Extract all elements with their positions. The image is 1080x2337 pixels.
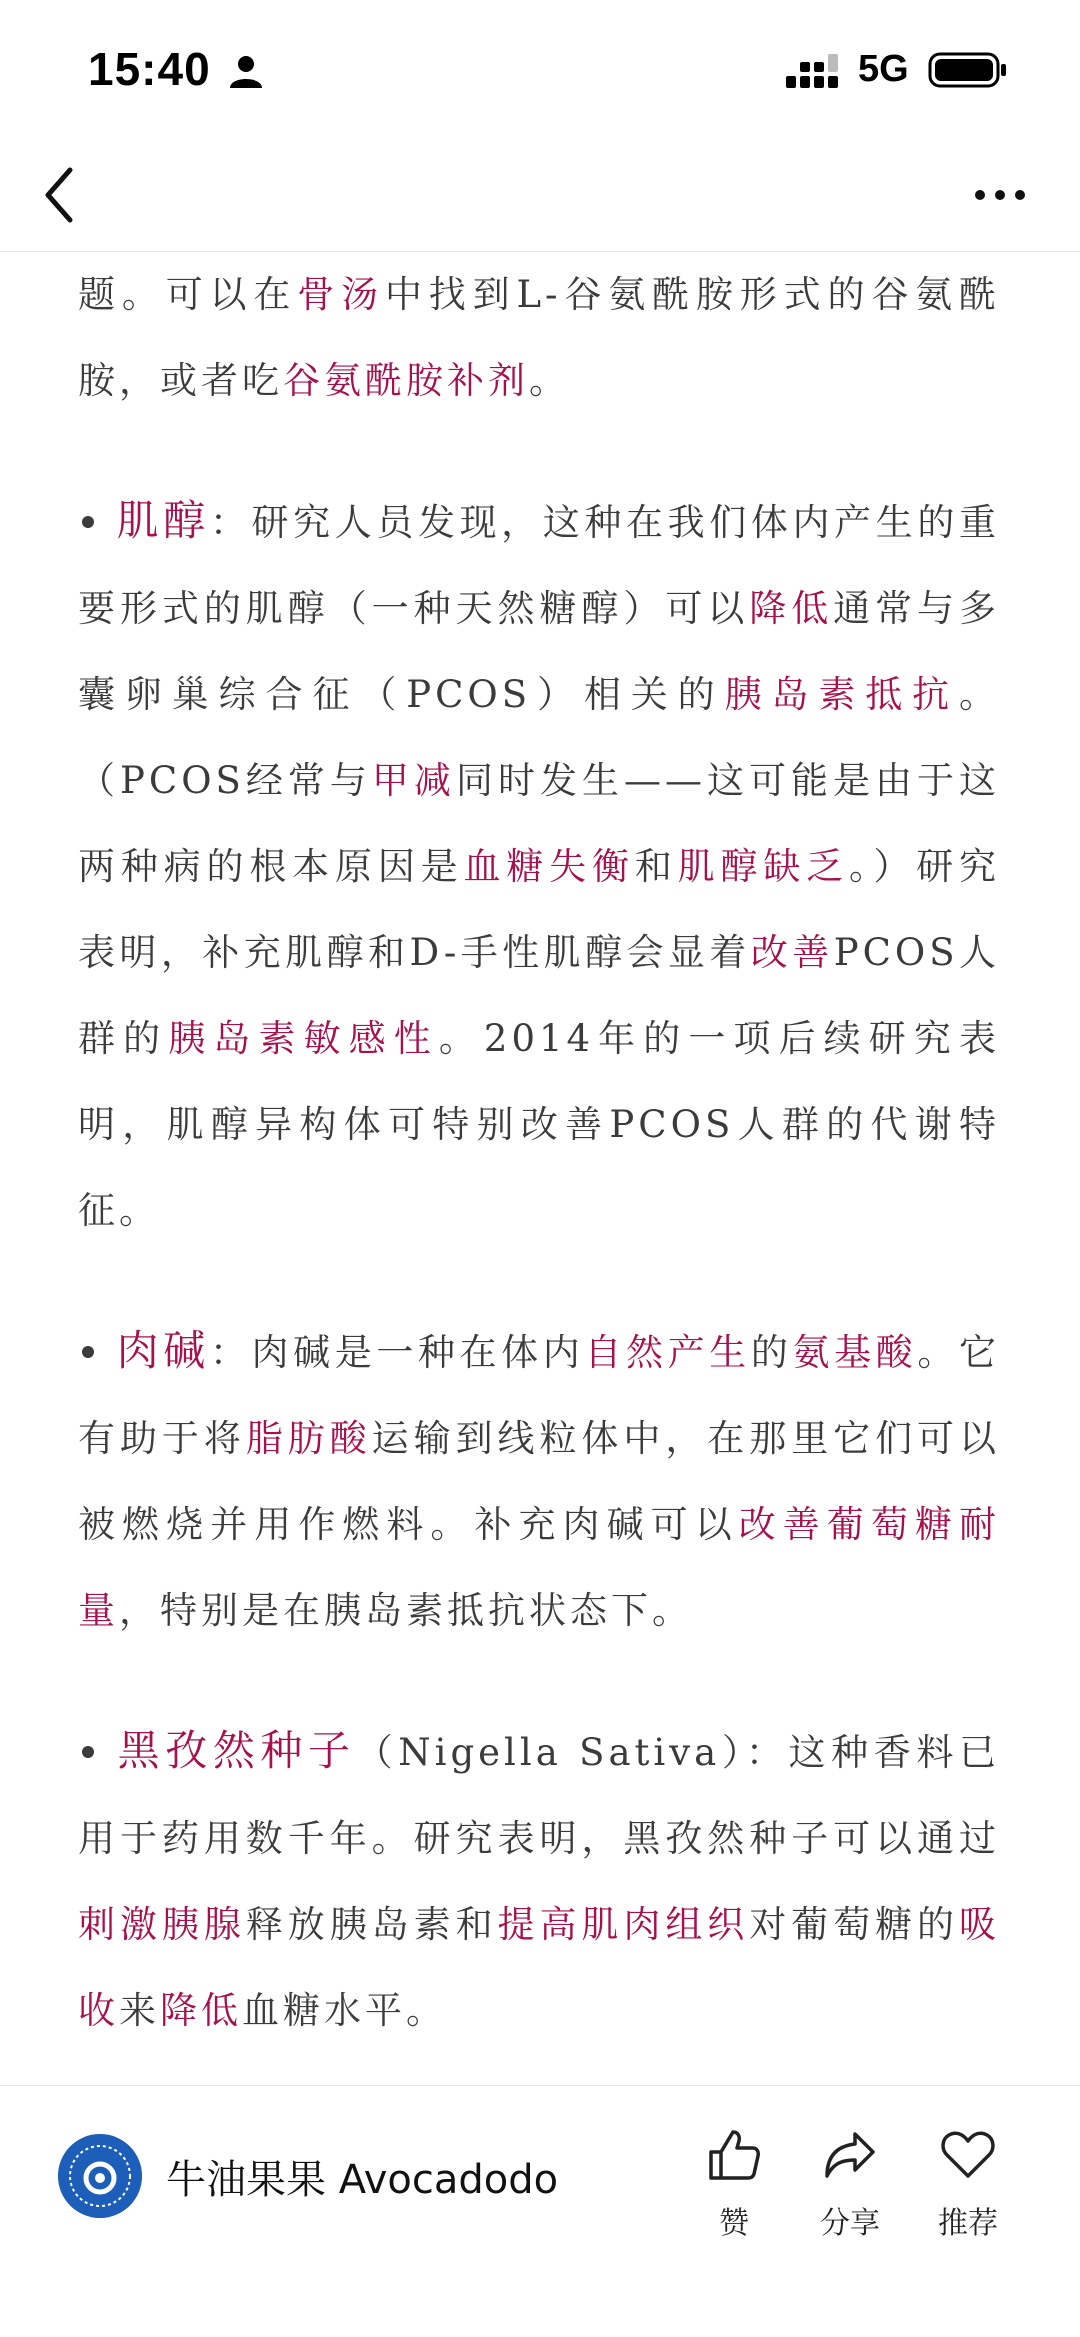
- body-text: 。它有助于将: [78, 1331, 1000, 1460]
- back-icon[interactable]: [40, 162, 80, 228]
- highlight-text: 脂肪酸: [245, 1417, 372, 1460]
- body-text: 。）研究表明，补充肌醇和D-手性肌醇会显着: [78, 845, 1000, 974]
- body-text: 通常与多囊卵巢综合征（PCOS）相关的: [78, 587, 1000, 716]
- highlight-text: 胰岛素抵抗: [724, 673, 960, 716]
- paragraph-inositol: [78, 478, 1000, 1254]
- body-text: 和: [634, 845, 678, 888]
- status-time: 15:40: [88, 43, 211, 95]
- status-bar: [0, 0, 1080, 140]
- highlight-text: 血糖失衡: [463, 845, 635, 888]
- thumbs-up-icon: [705, 2126, 763, 2184]
- paragraph-carnitine: [78, 1308, 1000, 1654]
- article-body: [78, 256, 1000, 2076]
- body-text: 释放胰岛素和: [245, 1903, 498, 1946]
- body-text: 运输到线粒体中，在那里它们可以被燃烧并用作燃料。补充肉碱可以: [78, 1417, 1000, 1546]
- body-text: 中找到L-谷氨酰胺形式的谷氨酰胺，或者吃: [78, 273, 1000, 402]
- signal-icon: [786, 52, 842, 92]
- highlight-text: 提高肌肉组织: [497, 1903, 750, 1946]
- body-text: 。2014年的一项后续研究表明，肌醇异构体可特别改善PCOS人群的代谢特征。: [78, 1017, 1000, 1232]
- highlight-text: 改善葡萄糖耐量: [78, 1503, 1000, 1632]
- paragraph-black-cumin: [78, 1708, 1000, 2054]
- body-text: 题。可以在: [78, 273, 298, 316]
- bullet-dot: [82, 1346, 94, 1358]
- share-button[interactable]: [800, 2126, 900, 2242]
- highlight-text: 改善: [750, 931, 834, 974]
- highlight-text: 甲减: [371, 759, 456, 802]
- section-heading: 肉碱: [116, 1326, 210, 1375]
- like-button[interactable]: [684, 2126, 784, 2242]
- account-name[interactable]: 牛油果果 Avocadodo: [166, 2157, 559, 2203]
- nav-bar: [0, 140, 1080, 252]
- body-text: 来: [119, 1989, 160, 2032]
- highlight-text: 吸收: [78, 1903, 1000, 2032]
- recommend-button[interactable]: [918, 2126, 1018, 2242]
- highlight-text: 氨基酸: [792, 1331, 918, 1374]
- body-text: PCOS人群的: [78, 931, 1000, 1060]
- highlight-text: 刺激胰腺: [78, 1903, 246, 1946]
- battery-icon: [928, 50, 1008, 90]
- bullet-dot: [82, 1746, 94, 1758]
- highlight-text: 胰岛素敏感性: [168, 1017, 439, 1060]
- highlight-text: 自然产生: [584, 1331, 751, 1374]
- more-icon[interactable]: [970, 180, 1030, 210]
- body-text: 的: [750, 1331, 793, 1374]
- body-text: 。（PCOS经常与: [78, 673, 1000, 802]
- person-icon: [228, 54, 264, 90]
- heart-icon: [939, 2126, 997, 2184]
- like-label: 赞: [719, 2206, 749, 2241]
- body-text: ，特别是在胰岛素抵抗状态下。: [119, 1589, 693, 1632]
- body-text: （Nigella Sativa）：这种香料已用于药用数千年。研究表明，黑孜然种子可以通过: [78, 1731, 1000, 1860]
- body-text: 。: [529, 359, 570, 402]
- highlight-text: 降低: [160, 1989, 242, 2032]
- account-avatar[interactable]: [58, 2134, 142, 2218]
- paragraph-glutamine: [78, 256, 1000, 424]
- share-icon: [821, 2126, 879, 2184]
- network-type: 5G: [858, 48, 909, 90]
- bullet-dot: [82, 516, 94, 528]
- section-heading: 肌醇: [116, 496, 210, 545]
- body-text: ：肉碱是一种在体内: [209, 1331, 585, 1374]
- highlight-text: 骨汤: [297, 273, 385, 316]
- share-label: 分享: [820, 2206, 880, 2241]
- body-text: 同时发生——这可能是由于这两种病的根本原因是: [78, 759, 1000, 888]
- recommend-label: 推荐: [938, 2206, 998, 2241]
- section-heading: 黑孜然种子: [116, 1726, 356, 1775]
- body-text: 血糖水平。: [242, 1989, 447, 2032]
- highlight-text: 降低: [749, 587, 834, 630]
- highlight-text: 谷氨酰胺补剂: [283, 359, 529, 402]
- body-text: 对葡萄糖的: [749, 1903, 960, 1946]
- bottom-bar: [0, 2085, 1080, 2337]
- body-text: ：研究人员发现，这种在我们体内产生的重要形式的肌醇（一种天然糖醇）可以: [78, 501, 1000, 630]
- highlight-text: 肌醇缺乏: [677, 845, 850, 888]
